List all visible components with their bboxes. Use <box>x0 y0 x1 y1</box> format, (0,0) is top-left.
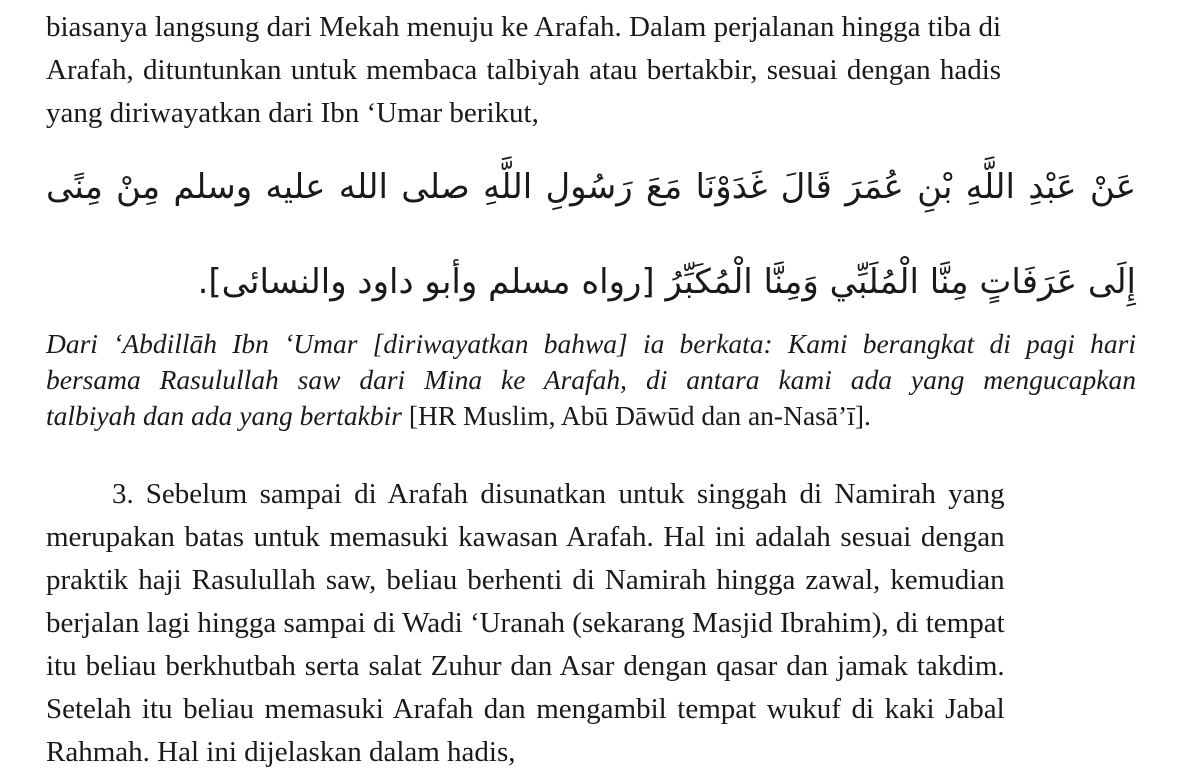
paragraph-line: praktik haji Rasulullah saw, beliau berhenti di Namirah hingga zawal, kemudian <box>46 564 1005 596</box>
paragraph-line: biasanya langsung dari Mekah menuju ke Arafah. Dalam perjalanan hingga tiba di <box>46 11 1002 43</box>
paragraph-line: merupakan batas untuk memasuki kawasan Arafah. Hal ini adalah sesuai dengan <box>46 521 1005 553</box>
paragraph-line: Setelah itu beliau memasuki Arafah dan mengambil tempat wukuf di kaki Jabal <box>46 693 1005 725</box>
hadith-arabic-line-2: إِلَى عَرَفَاتٍ مِنَّا الْمُلَبِّي وَمِنَّا الْمُكَبِّرُ [رواه مسلم وأبو داود والنسائى]. <box>197 262 1136 302</box>
hadith-arabic-line-1: عَنْ عَبْدِ اللَّهِ بْنِ عُمَرَ قَالَ غَدَوْنَا مَعَ رَسُولِ اللَّهِ صلى الله عليه وسلم مِنْ مِنًى <box>46 167 1136 207</box>
translation-line <box>46 398 1136 434</box>
paragraph-line: berjalan lagi hingga sampai di Wadi ‘Uranah (sekarang Masjid Ibrahim), di tempat <box>46 607 1005 639</box>
translation-italic-text: talbiyah dan ada yang bertakbir <box>46 400 402 431</box>
hadith-translation <box>46 326 1136 434</box>
hadith-citation: [HR Muslim, Abū Dāwūd dan an-Nasā’ī]. <box>401 400 871 431</box>
paragraph-line: Rahmah. Hal ini dijelaskan dalam hadis, <box>46 736 516 768</box>
paragraph-line: itu beliau berkhutbah serta salat Zuhur dan Asar dengan qasar dan jamak takdim. <box>46 650 1005 682</box>
paragraph-line <box>46 473 1005 516</box>
paragraph-line-text: Sebelum sampai di Arafah disunatkan untuk singgah di Namirah yang <box>145 478 1005 510</box>
paragraph-line: yang diriwayatkan dari Ibn ‘Umar berikut, <box>46 97 539 129</box>
paragraph-line: Arafah, dituntunkan untuk membaca talbiyah atau bertakbir, sesuai dengan hadis <box>46 54 1002 86</box>
intro-paragraph <box>46 6 1001 135</box>
translation-line: bersama Rasulullah saw dari Mina ke Arafah, di antara kami ada yang mengucapkan <box>46 364 1136 395</box>
list-number: 3. <box>112 478 134 510</box>
translation-line: Dari ‘Abdillāh Ibn ‘Umar [diriwayatkan bahwa] ia berkata: Kami berangkat di pagi hari <box>46 328 1136 359</box>
numbered-paragraph-3 <box>46 473 1005 774</box>
